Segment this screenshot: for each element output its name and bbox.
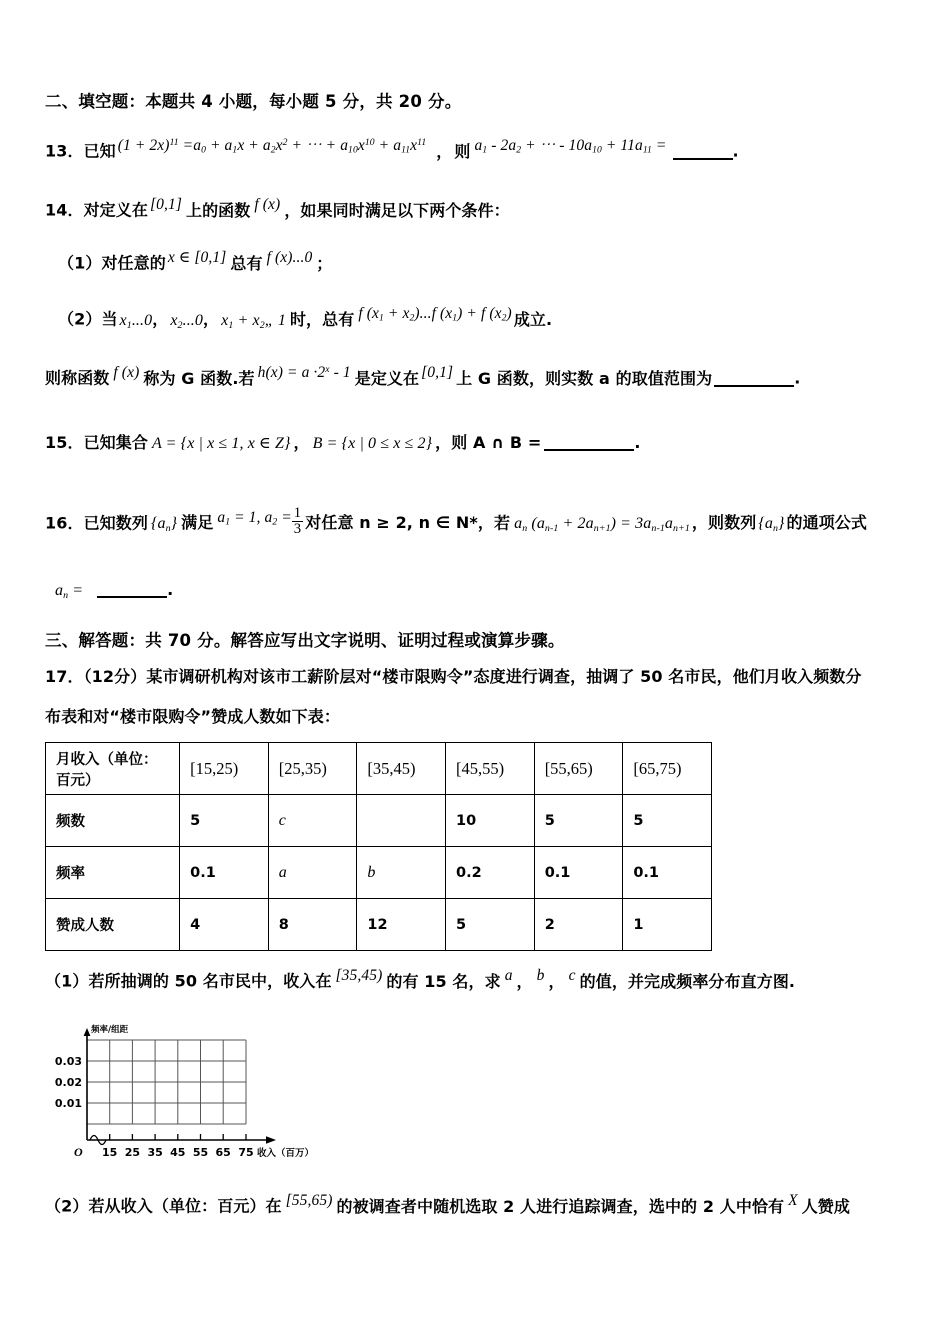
table-cell-approve-4: 5 <box>446 899 535 951</box>
table-cell-rate-1: 0.1 <box>180 847 269 899</box>
q16-lead: 已知数列 <box>83 513 148 533</box>
q14-concl-text-d: 上 G 函数，则实数 a 的取值范围为 <box>456 368 713 388</box>
q15-lead: 已知集合 <box>83 433 148 452</box>
q14-concl-text-a: 则称函数 <box>45 368 110 388</box>
table-cell-approve-2: 8 <box>268 899 357 951</box>
question-14-condition-1 <box>58 248 332 274</box>
q16-sequence: $\{a_n\}$ <box>150 515 178 535</box>
q14-period: . <box>794 368 801 388</box>
q17-score: （12分） <box>83 667 147 686</box>
table-row-frequency-rate <box>46 847 712 899</box>
histogram-x-axis-arrow <box>266 1136 276 1144</box>
q14-cond2-label: （2） <box>58 309 102 329</box>
histogram-x-axis-label: 收入（百万） <box>257 1148 315 1159</box>
q17-part1-label: （1） <box>45 971 89 991</box>
q15-number: 15． <box>45 433 84 452</box>
q15-answer-blank[interactable] <box>544 449 634 451</box>
table-header-income: 月收入（单位：百元） <box>46 743 180 795</box>
section-heading-solve: 三、解答题：共 70 分。解答应写出文字说明、证明过程或演算步骤。 <box>45 631 565 650</box>
q14-number: 14． <box>45 200 84 220</box>
histogram-y-axis-arrow <box>84 1028 91 1036</box>
q17-number: 17． <box>45 667 84 686</box>
histogram-origin-label: O <box>74 1145 83 1159</box>
histogram-y-tick-0.01: 0.01 <box>54 1097 82 1110</box>
table-cell-count-5: 5 <box>534 795 623 847</box>
table-cell-rate-3: b <box>357 847 446 899</box>
histogram-x-tick-55: 55 <box>192 1146 209 1159</box>
q13-expression-main: $(1 + 2x)^{11} =a_0 + a_1x + a_2x^2$ + ⋯ + $a_{10}x^{10} + a_{11}x^{11}$ <box>117 137 427 156</box>
histogram-gridlines <box>87 1040 246 1124</box>
q14-cond2-text-b: 时，总有 <box>289 309 355 329</box>
q16-recurrence: $a_n$ $(a_{n-1} + 2a_{n+1}) = 3a_{n-1}a_{n+1}$ <box>514 515 690 535</box>
histogram-x-tick-25: 25 <box>124 1146 141 1159</box>
section-heading-fill-in-blank: 二、填空题：本题共 4 小题，每小题 5 分，共 20 分。 <box>45 92 462 111</box>
q17-part1-text-c: 的值，并完成频率分布直方图. <box>579 971 796 991</box>
table-header-approve-count: 赞成人数 <box>46 899 180 951</box>
q16-sequence-2: $\{a_n\}$ <box>758 515 785 535</box>
q17-part2-text-c: 人赞成 <box>801 1196 851 1216</box>
q17-part1-comma-1: ， <box>516 971 533 991</box>
q14-cond1-text-a: 对任意的 <box>101 253 166 273</box>
q16-frac-denominator: 3 <box>293 521 302 538</box>
q17-part1-comma-2: ， <box>548 971 565 991</box>
q17-part1-interval: [35,45) <box>335 967 383 984</box>
q17-part2-text-b: 的被调查者中随机选取 2 人进行追踪调查，选中的 2 人中恰有 <box>336 1196 785 1216</box>
q14-concl-domain: [0,1] <box>421 364 454 381</box>
q13-then: 则 <box>454 141 471 161</box>
table-cell-count-2: c <box>268 795 357 847</box>
table-cell-count-1: 5 <box>180 795 269 847</box>
q16-then: ，则数列 <box>691 513 757 533</box>
q16-satisfy: 满足 <box>181 513 214 533</box>
question-13 <box>45 133 739 162</box>
q13-expression-tail: $a_1 - 2a_2$ + ⋯ - $10a_{10} + 11a_{11}$ = <box>474 137 667 156</box>
q15-period: . <box>634 433 641 452</box>
q15-comma: ， <box>293 433 310 452</box>
table-row-intervals <box>46 743 712 795</box>
table-cell-approve-6: 1 <box>623 899 712 951</box>
q13-answer-blank[interactable] <box>673 158 733 160</box>
q16-answer-lead: $a_n$ = <box>55 582 84 601</box>
histogram-x-tick-65: 65 <box>215 1146 231 1159</box>
q16-answer-blank[interactable] <box>97 596 167 598</box>
table-cell-count-3 <box>357 795 446 847</box>
q15-then: ，则 A ∩ B = <box>435 433 542 452</box>
histogram-x-tick-35: 35 <box>147 1146 163 1159</box>
question-14-conclusion <box>45 364 800 389</box>
q14-domain-1: [0,1] <box>149 196 182 213</box>
table-cell-count-6: 5 <box>623 795 712 847</box>
histogram-y-tick-0.02: 0.02 <box>54 1076 82 1089</box>
q16-forall: 对任意 n ≥ 2, n ∈ N*， <box>305 513 494 533</box>
question-14-line-1 <box>45 196 510 221</box>
q14-concl-function-f: f (x) <box>113 364 140 381</box>
q14-function-f: f (x) <box>254 196 281 213</box>
q16-frac-numerator: 1 <box>293 505 302 521</box>
table-cell-interval-3: [35,45) <box>357 743 446 795</box>
q14-concl-text-b: 称为 G 函数.若 <box>143 368 255 388</box>
q17-part2-interval: [55,65) <box>285 1192 333 1209</box>
table-cell-approve-5: 2 <box>534 899 623 951</box>
question-16-answer-line <box>55 580 173 601</box>
frequency-histogram-chart <box>52 1022 362 1172</box>
q17-part1-var-c: c <box>568 967 576 984</box>
question-15 <box>45 430 641 453</box>
table-cell-rate-2: a <box>268 847 357 899</box>
q13-comma: ， <box>436 141 453 161</box>
q14-line1-text-b: 上的函数 <box>185 200 251 220</box>
table-header-frequency-rate: 频率 <box>46 847 180 899</box>
q14-cond2-expr-1: $x_1...0$ <box>119 311 153 331</box>
table-cell-count-4: 10 <box>446 795 535 847</box>
q16-if-label: 若 <box>494 513 511 533</box>
table-cell-interval-2: [25,35) <box>268 743 357 795</box>
q14-cond1-text-b: 总有 <box>230 253 263 273</box>
q14-cond2-text-a: 当 <box>101 309 118 329</box>
table-header-frequency-count: 频数 <box>46 795 180 847</box>
q13-lead: 已知 <box>83 141 116 161</box>
q17-part1-text-a: 若所抽调的 50 名市民中，收入在 <box>88 971 332 991</box>
q14-cond2-expr-2: $x_2...0$ <box>170 311 203 331</box>
histogram-x-tick-75: 75 <box>238 1146 254 1159</box>
q14-line1-text-a: 对定义在 <box>83 200 148 220</box>
q17-part2-label: （2） <box>45 1196 89 1216</box>
table-cell-rate-5: 0.1 <box>534 847 623 899</box>
question-17-part-1 <box>45 967 795 992</box>
table-cell-rate-6: 0.1 <box>623 847 712 899</box>
frequency-distribution-table <box>45 742 712 951</box>
q13-number: 13． <box>45 141 84 161</box>
q14-cond2-comma-1: ， <box>152 309 169 329</box>
q13-period: . <box>732 141 739 161</box>
table-cell-interval-5: [55,65) <box>534 743 623 795</box>
q17-part1-var-b: b <box>536 967 545 984</box>
q17-part1-text-b: 的有 15 名，求 <box>386 971 501 991</box>
table-cell-rate-4: 0.2 <box>446 847 535 899</box>
histogram-svg <box>52 1022 362 1172</box>
q15-set-a: A = {x | x ≤ 1, x ∈ Z} <box>151 435 291 452</box>
histogram-x-tick-15: 15 <box>102 1146 118 1159</box>
q14-cond1-membership: x ∈ [0,1] <box>167 249 227 266</box>
q14-concl-text-c: 是定义在 <box>354 368 420 388</box>
table-row-frequency-count <box>46 795 712 847</box>
q17-part2-text-a: 若从收入（单位：百元）在 <box>88 1196 282 1216</box>
q17-line1-text: 某市调研机构对该市工薪阶层对“楼市限购令”态度进行调查，抽调了 50 名市民，他们月收入频数分 <box>146 667 862 686</box>
q17-part1-var-a: a <box>504 967 513 984</box>
q16-number: 16． <box>45 513 84 533</box>
q17-part2-var-X: X <box>788 1192 798 1209</box>
q14-cond1-semicolon: ； <box>316 253 333 273</box>
table-cell-interval-6: [65,75) <box>623 743 712 795</box>
q14-cond2-expr-3: $x_1$ + $x_2„$ 1 <box>221 311 286 331</box>
histogram-x-ticks <box>110 1134 246 1140</box>
q14-line1-text-c: ，如果同时满足以下两个条件： <box>284 200 510 220</box>
q14-cond2-text-c: 成立. <box>513 309 553 329</box>
q14-cond1-inequality: f (x)...0 <box>266 249 313 266</box>
q14-cond2-expr-4: f $(x_1 + x_2)...f$ $(x_1) + f$ $(x_2)$ <box>358 305 512 324</box>
histogram-x-tick-45: 45 <box>170 1146 186 1159</box>
question-17-line-1 <box>45 664 862 687</box>
q14-cond2-comma-2: ， <box>203 309 220 329</box>
q16-tail: 的通项公式 <box>786 513 868 533</box>
q14-cond1-label: （1） <box>58 253 102 273</box>
q16-initial-fraction <box>292 506 303 538</box>
q14-answer-blank[interactable] <box>714 385 794 387</box>
table-cell-interval-1: [15,25) <box>180 743 269 795</box>
table-cell-approve-1: 4 <box>180 899 269 951</box>
question-14-condition-2 <box>58 305 552 330</box>
q16-initial-values: $a_1 = 1$, $a_2$ = <box>217 508 292 528</box>
q16-answer-period: . <box>167 580 174 599</box>
q15-set-b: B = {x | 0 ≤ x ≤ 2} <box>312 435 433 452</box>
histogram-y-tick-0.03: 0.03 <box>54 1055 82 1068</box>
histogram-y-axis-label: 频率/组距 <box>91 1025 129 1035</box>
q14-concl-function-h: $h(x) = a \cdot 2^x - 1$ <box>257 364 351 381</box>
table-cell-interval-4: [45,55) <box>446 743 535 795</box>
question-17-part-2 <box>45 1192 850 1217</box>
table-row-approve-count <box>46 899 712 951</box>
table-cell-approve-3: 12 <box>357 899 446 951</box>
question-16 <box>45 506 867 538</box>
question-17-line-2: 布表和对“楼市限购令”赞成人数如下表： <box>45 707 340 726</box>
